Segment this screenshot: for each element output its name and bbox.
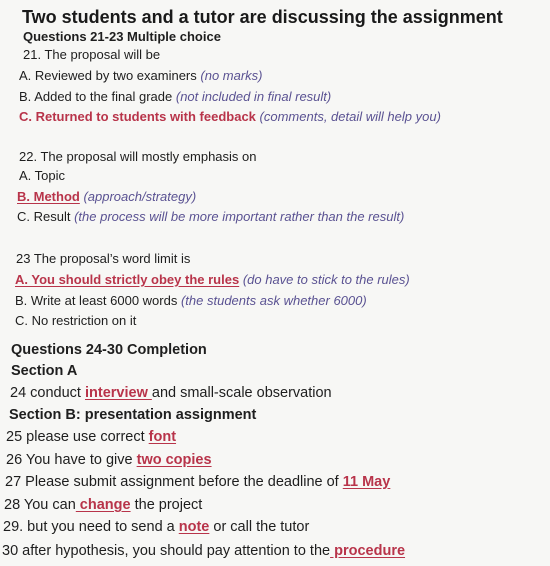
q21-stem: 21. The proposal will be xyxy=(23,47,161,62)
q22-option-c-text: C. Result xyxy=(17,209,71,224)
q21-option-b-letter: B. xyxy=(19,89,35,104)
q21-option-b xyxy=(19,89,331,104)
q30-before: 30 after hypothesis, you should pay attention to the xyxy=(2,543,331,559)
q21-option-c-note: (comments, detail will help you) xyxy=(259,109,441,124)
q24-answer: interview xyxy=(84,385,152,401)
q27 xyxy=(5,474,390,490)
q24-after: and small-scale observation xyxy=(151,385,332,401)
mc-heading: Questions 21-23 Multiple choice xyxy=(23,29,221,44)
q27-before: 27 Please submit assignment before the deadline of xyxy=(5,474,343,490)
section-b-heading: Section B: presentation assignment xyxy=(9,407,257,423)
q26-answer: two copies xyxy=(136,452,212,468)
q22-option-c xyxy=(17,209,404,224)
q22-option-b xyxy=(17,189,196,204)
q21-option-b-note: (not included in final result) xyxy=(175,89,332,104)
q29-answer: note xyxy=(178,519,210,535)
q21-option-a-note: (no marks) xyxy=(200,68,263,83)
q23-option-b xyxy=(15,293,367,308)
q22-option-c-note: (the process will be more important rather than the result) xyxy=(74,209,405,224)
q21-option-a-text: A. xyxy=(19,68,35,83)
completion-heading: Questions 24-30 Completion xyxy=(11,342,207,358)
q25 xyxy=(6,429,176,445)
q24 xyxy=(10,385,332,401)
q25-before: 25 please use correct xyxy=(6,429,149,445)
q23-option-c: C. No restriction on it xyxy=(15,313,137,328)
q21-option-a-body: Reviewed by two examiners xyxy=(34,68,197,83)
q28-answer: change xyxy=(75,497,131,513)
q24-before: 24 conduct xyxy=(10,385,85,401)
q28 xyxy=(4,497,202,513)
q28-after: the project xyxy=(130,497,203,513)
q28-before: 28 You can xyxy=(4,497,76,513)
q21-answer: C. Returned to students with feedback xyxy=(19,109,256,124)
q29-before: 29. but you need to send a xyxy=(3,519,179,535)
q22-stem: 22. The proposal will mostly emphasis on xyxy=(19,149,257,164)
q25-answer: font xyxy=(148,429,177,445)
q23-answer: A. You should strictly obey the rules xyxy=(15,272,240,287)
q22-answer: B. Method xyxy=(17,189,80,204)
q23-option-b-note: (the students ask whether 6000) xyxy=(180,293,367,308)
q23-option-b-text: B. Write at least 6000 words xyxy=(15,293,178,308)
q27-answer: 11 May xyxy=(342,474,391,490)
q23-option-a-note: (do have to stick to the rules) xyxy=(242,272,410,287)
q21-option-a xyxy=(19,68,263,83)
page-title: Two students and a tutor are discussing the assignment xyxy=(22,7,503,27)
q21-option-b-text: Added to the final grade xyxy=(34,89,173,104)
q30-answer: procedure xyxy=(330,543,406,559)
q23-option-a xyxy=(15,272,410,287)
q22-option-a: A. Topic xyxy=(19,168,66,183)
q22-option-b-note: (approach/strategy) xyxy=(83,189,197,204)
q29-after: or call the tutor xyxy=(209,519,310,535)
q26 xyxy=(6,452,212,468)
section-a-heading: Section A xyxy=(11,363,78,379)
q29 xyxy=(3,519,309,535)
q23-stem: 23 The proposal’s word limit is xyxy=(16,251,191,266)
q30 xyxy=(2,543,405,559)
q26-before: 26 You have to give xyxy=(6,452,137,468)
q21-option-c xyxy=(19,109,441,124)
